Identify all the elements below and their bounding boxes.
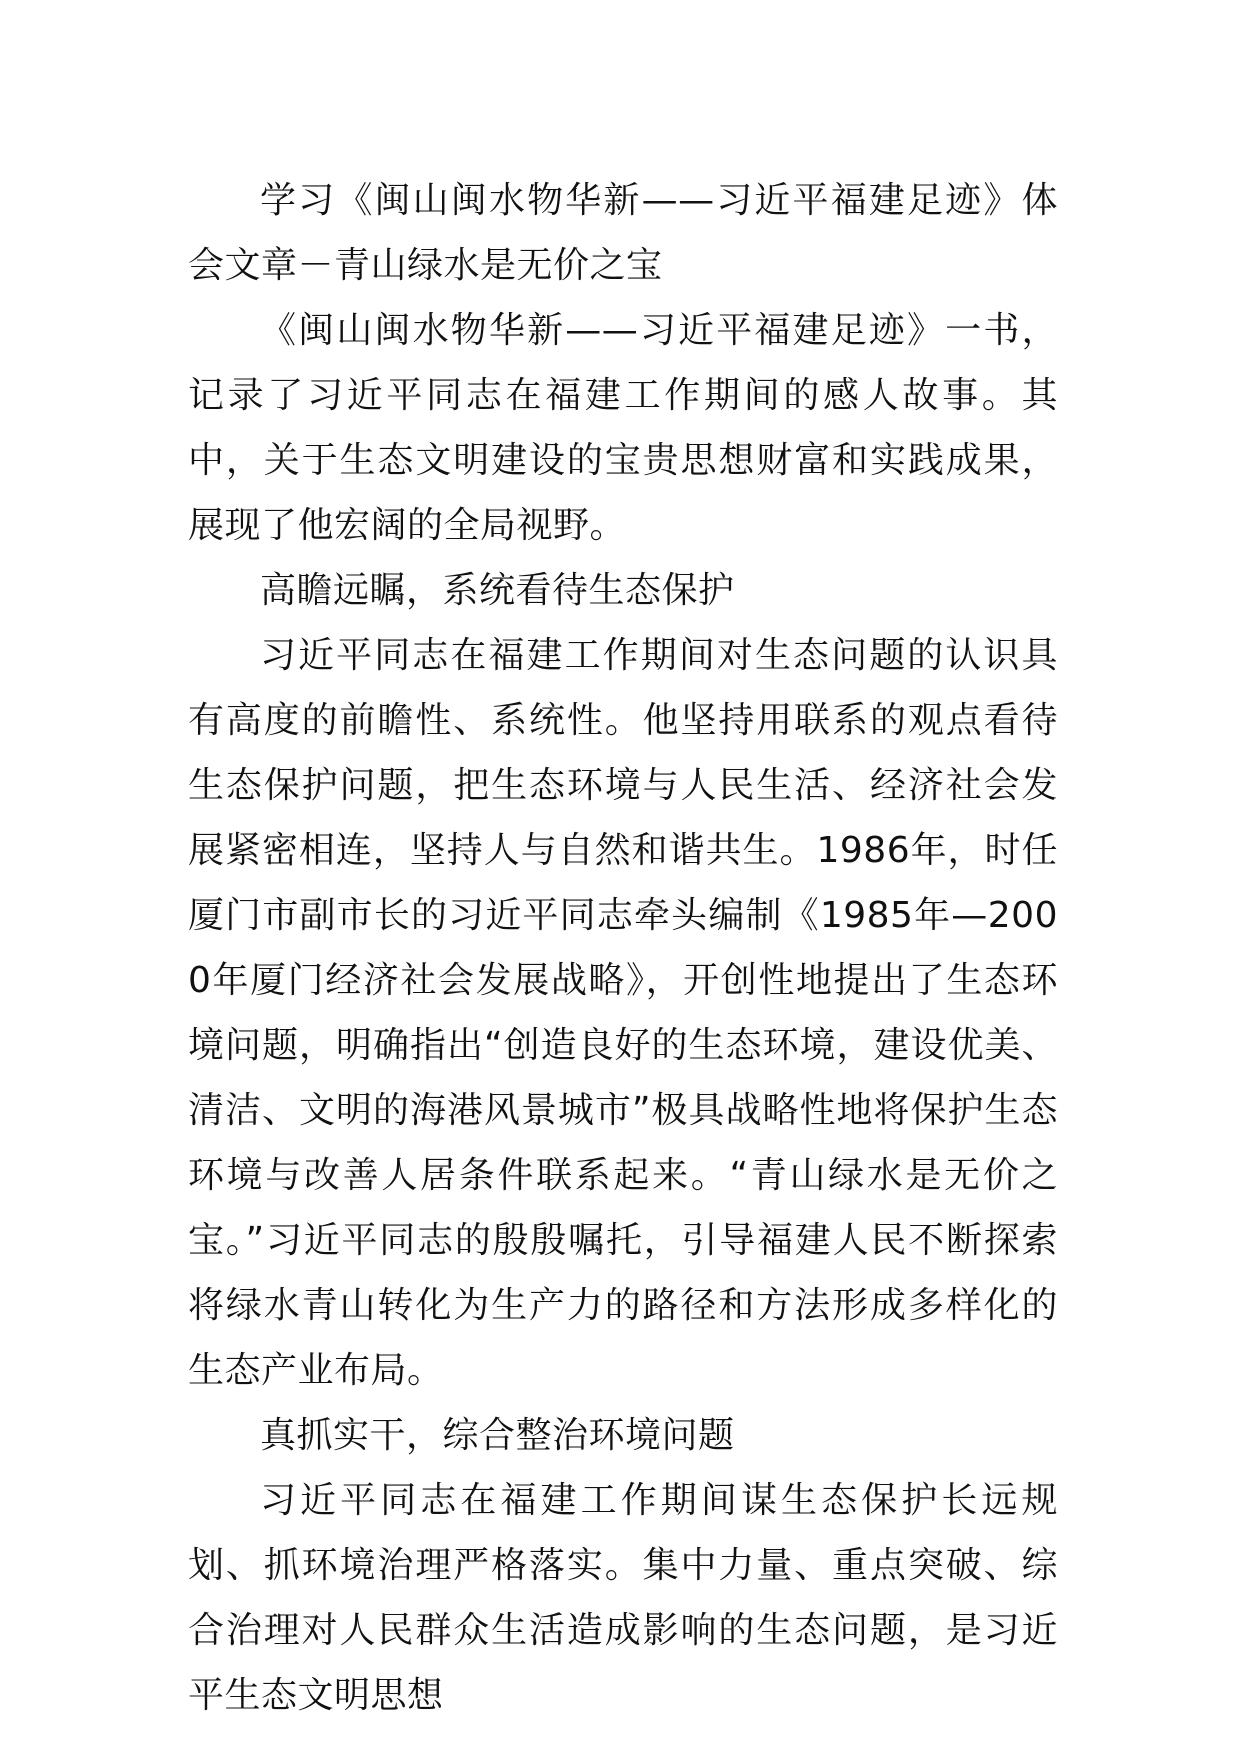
document-title: 学习《闽山闽水物华新——习近平福建足迹》体会文章－青山绿水是无价之宝 bbox=[188, 180, 1058, 286]
paragraph-intro: 《闽山闽水物华新——习近平福建足迹》一书，记录了习近平同志在福建工作期间的感人故事。其中，关于生态文明建设的宝贵思想财富和实践成果，展现了他宏阔的全局视野。 bbox=[188, 310, 1058, 546]
paragraph-section-2: 习近平同志在福建工作期间谋生态保护长远规划、抓环境治理严格落实。集中力量、重点突破、综合治理对人民群众生活造成影响的生态问题，是习近平生态文明思想 bbox=[188, 1480, 1058, 1716]
document-body bbox=[188, 168, 1058, 1728]
paragraph-section-1: 习近平同志在福建工作期间对生态问题的认识具有高度的前瞻性、系统性。他坚持用联系的观点看待生态保护问题，把生态环境与人民生活、经济社会发展紧密相连，坚持人与自然和谐共生。1986年，时任厦门市副市长的习近平同志牵头编制《1985年—2000年厦门经济社会发展战略》，开创性地提出了生态环境问题，明确指出“创造良好的生态环境，建设优美、清洁、文明的海港风景城市”极具战略性地将保护生态环境与改善人居条件联系起来。“青山绿水是无价之宝。”习近平同志的殷殷嘱托，引导福建人民不断探索将绿水青山转化为生产力的路径和方法形成多样化的生态产业布局。 bbox=[188, 635, 1058, 1391]
section-heading-1: 高瞻远瞩，系统看待生态保护 bbox=[260, 570, 735, 611]
section-heading-2: 真抓实干，综合整治环境问题 bbox=[260, 1415, 735, 1456]
